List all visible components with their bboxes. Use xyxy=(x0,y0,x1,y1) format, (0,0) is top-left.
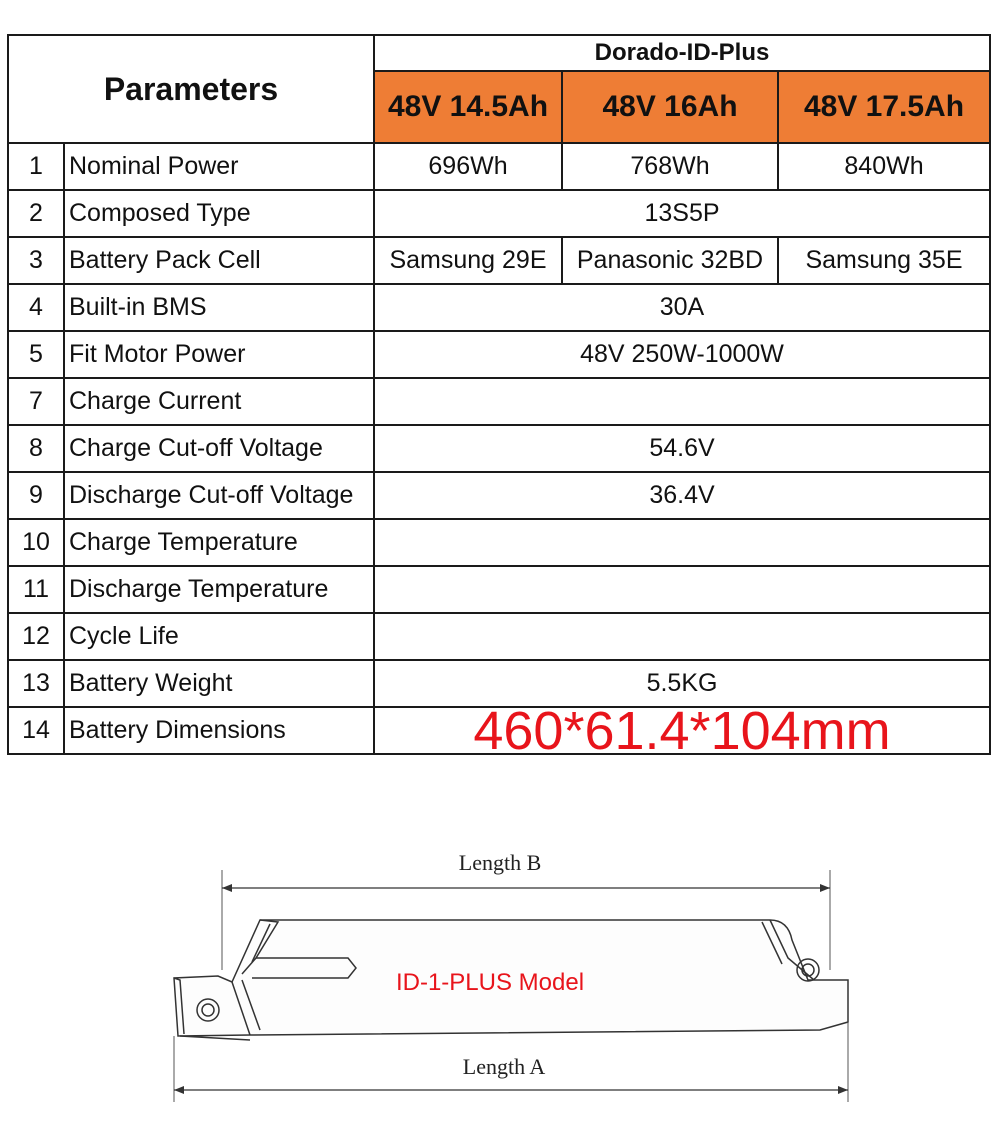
table-row xyxy=(8,284,990,331)
row-value: 696Wh xyxy=(374,143,562,190)
row-value: 36.4V xyxy=(374,472,990,519)
row-label: Fit Motor Power xyxy=(64,331,374,378)
table-row xyxy=(8,566,990,613)
table-row xyxy=(8,378,990,425)
row-value xyxy=(374,566,990,613)
row-value: 30A xyxy=(374,284,990,331)
row-value: Samsung 29E xyxy=(374,237,562,284)
row-number: 12 xyxy=(8,613,64,660)
row-label: Discharge Cut-off Voltage xyxy=(64,472,374,519)
header-row-model xyxy=(8,35,990,71)
length-a-label: Length A xyxy=(462,1054,546,1079)
row-label: Cycle Life xyxy=(64,613,374,660)
row-value: 13S5P xyxy=(374,190,990,237)
table-row xyxy=(8,331,990,378)
row-label: Battery Dimensions xyxy=(64,707,374,754)
table-row xyxy=(8,472,990,519)
row-number: 9 xyxy=(8,472,64,519)
row-label: Nominal Power xyxy=(64,143,374,190)
row-value: 768Wh xyxy=(562,143,778,190)
row-value xyxy=(374,519,990,566)
row-label: Charge Current xyxy=(64,378,374,425)
model-label: ID-1-PLUS Model xyxy=(395,969,585,996)
length-b-label: Length B xyxy=(458,850,542,875)
table-row xyxy=(8,660,990,707)
battery-diagram xyxy=(160,840,860,1110)
variant-header-1: 48V 14.5Ah xyxy=(374,71,562,143)
parameters-header: Parameters xyxy=(8,35,374,143)
table-row xyxy=(8,143,990,190)
row-number: 10 xyxy=(8,519,64,566)
row-number: 2 xyxy=(8,190,64,237)
battery-dimensions-value: 460*61.4*104mm xyxy=(374,707,990,754)
row-number: 11 xyxy=(8,566,64,613)
row-number: 1 xyxy=(8,143,64,190)
row-label: Charge Cut-off Voltage xyxy=(64,425,374,472)
model-header: Dorado-ID-Plus xyxy=(374,35,990,71)
row-value: 840Wh xyxy=(778,143,990,190)
table-row xyxy=(8,190,990,237)
row-number: 7 xyxy=(8,378,64,425)
row-value xyxy=(374,378,990,425)
row-label: Composed Type xyxy=(64,190,374,237)
row-label: Battery Pack Cell xyxy=(64,237,374,284)
table-row xyxy=(8,613,990,660)
table-row xyxy=(8,519,990,566)
battery-spec-table xyxy=(7,34,991,755)
row-number: 3 xyxy=(8,237,64,284)
row-value: 5.5KG xyxy=(374,660,990,707)
row-number: 8 xyxy=(8,425,64,472)
row-label: Charge Temperature xyxy=(64,519,374,566)
row-number: 4 xyxy=(8,284,64,331)
row-number: 5 xyxy=(8,331,64,378)
row-value: Panasonic 32BD xyxy=(562,237,778,284)
row-value: Samsung 35E xyxy=(778,237,990,284)
variant-header-3: 48V 17.5Ah xyxy=(778,71,990,143)
row-value: 54.6V xyxy=(374,425,990,472)
row-number: 14 xyxy=(8,707,64,754)
variant-header-2: 48V 16Ah xyxy=(562,71,778,143)
row-label: Discharge Temperature xyxy=(64,566,374,613)
row-label: Built-in BMS xyxy=(64,284,374,331)
row-value: 48V 250W-1000W xyxy=(374,331,990,378)
row-number: 13 xyxy=(8,660,64,707)
row-label: Battery Weight xyxy=(64,660,374,707)
table-row xyxy=(8,425,990,472)
row-value xyxy=(374,613,990,660)
table-row xyxy=(8,237,990,284)
table-row xyxy=(8,707,990,754)
